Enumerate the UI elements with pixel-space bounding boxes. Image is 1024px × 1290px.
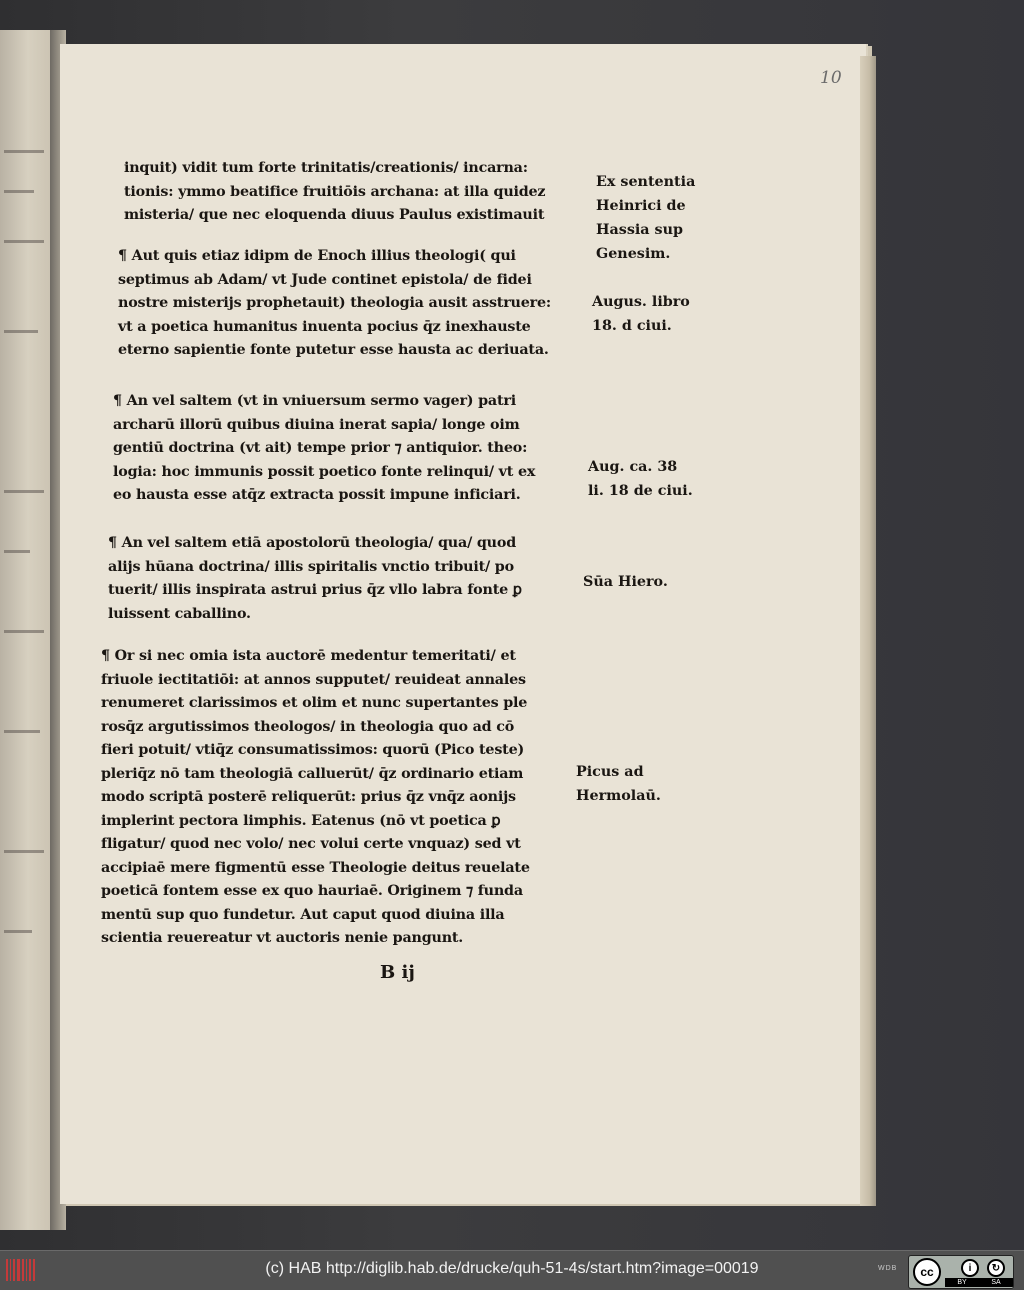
attribution-icon: i [961, 1259, 979, 1277]
text-line: mentū sup quo fundetur. Aut caput quod diuina illa [101, 906, 505, 923]
text-line: eo hausta esse atq̄z extracta possit impune inficiari. [113, 487, 521, 503]
note-line: li. 18 de ciui. [588, 483, 693, 499]
folio-number: 10 [820, 68, 842, 88]
license-labels [945, 1278, 1013, 1287]
paragraph-4 [108, 532, 522, 626]
text-line: archarū illorū quibus diuina inerat sapia/ longe oim [113, 416, 520, 433]
text-line: tuerit/ illis inspirata astrui prius q̄z vllo labra fonte ꝑ [108, 582, 522, 598]
copyright-link[interactable]: (c) HAB http://diglib.hab.de/drucke/quh-51-4s/start.htm?image=00019 [265, 1260, 759, 1277]
paragraph-5 [101, 645, 530, 951]
page-stack-edge [860, 56, 876, 1206]
facing-page-edge [0, 30, 56, 1230]
text-line: ¶ Or si nec omia ista auctorē medentur temeritati/ et [101, 648, 516, 664]
note-line: 18. d ciui. [592, 318, 672, 334]
paragraph-2 [118, 245, 551, 363]
signature-mark: B ij [380, 962, 415, 983]
wdb-logo: WDB [878, 1265, 898, 1272]
text-line: tionis: ymmo beatifice fruitiōis archana: at illa quidez [124, 183, 546, 200]
text-line: ¶ An vel saltem (vt in vniuersum sermo vager) patri [113, 393, 516, 409]
text-line: alijs hūana doctrina/ illis spiritalis vnctio tribuit/ po [108, 558, 514, 575]
footer-bar [0, 1250, 1024, 1290]
text-line: misteria/ que nec eloquenda diuus Paulus existimauit [124, 207, 545, 223]
share-alike-icon: ↻ [987, 1259, 1005, 1277]
marginal-note [592, 290, 690, 338]
marginal-note [588, 455, 693, 503]
text-line: gentiū doctrina (vt ait) tempe prior ⁊ antiquior. theo: [113, 440, 528, 456]
marginal-note [576, 760, 661, 808]
note-line: Augus. libro [592, 294, 690, 310]
text-line: fieri potuit/ vtiq̄z consumatissimos: quorū (Pico teste) [101, 742, 525, 758]
paragraph-1 [124, 157, 545, 228]
text-line: rosq̄z argutissimos theologos/ in theologia quo ad cō [101, 718, 515, 735]
text-line: ¶ Aut quis etiaz idipm de Enoch illius theologi( qui [118, 248, 516, 264]
text-line: scientia reuereatur vt auctoris nenie pangunt. [101, 930, 464, 946]
text-line: vt a poetica humanitus inuenta pocius q̄z inexhauste [118, 318, 531, 335]
note-line: Hassia sup [596, 222, 683, 238]
text-line: septimus ab Adam/ vt Jude continet epistola/ de fidei [118, 271, 532, 288]
text-line: eterno sapientie fonte putetur esse hausta ac deriuata. [118, 342, 549, 358]
paragraph-3 [113, 390, 535, 508]
text-line: accipiaē mere figmentū esse Theologie deitus reuelate [101, 859, 530, 876]
note-line: Heinrici de [596, 198, 686, 214]
text-line: implerint pectora limphis. Eatenus (nō vt poetica ꝑ [101, 812, 501, 829]
cc-license-badge[interactable] [908, 1255, 1014, 1289]
note-line: Aug. ca. 38 [588, 459, 678, 475]
note-line: Ex sententia [596, 174, 696, 190]
text-line: renumeret clarissimos et olim et nunc supertantes ple [101, 695, 528, 711]
text-line: poeticā fontem esse ex quo hauriaē. Originem ⁊ funda [101, 883, 523, 899]
sa-label: SA [991, 1279, 1001, 1286]
marginal-note [596, 170, 695, 266]
text-line: logia: hoc immunis possit poetico fonte relinqui/ vt ex [113, 463, 536, 480]
note-line: Picus ad [576, 764, 644, 780]
cc-icon: cc [913, 1258, 941, 1286]
text-line: luissent caballino. [108, 605, 251, 622]
marginal-note [583, 570, 668, 594]
note-line: Hermolaū. [576, 788, 661, 804]
text-line: modo scriptā posterē reliquerūt: prius q̄z vnq̄z aonijs [101, 789, 516, 805]
text-line: friuole iectitatiōi: at annos supputet/ reuideat annales [101, 671, 526, 688]
by-label: BY [957, 1279, 967, 1286]
text-line: inquit) vidit tum forte trinitatis/creationis/ incarna: [124, 160, 528, 176]
text-line: ¶ An vel saltem etiā apostolorū theologia/ qua/ quod [108, 535, 516, 551]
note-line: Sūa Hiero. [583, 574, 668, 590]
text-line: pleriq̄z nō tam theologiā calluerūt/ q̄z ordinario etiam [101, 765, 524, 782]
note-line: Genesim. [596, 246, 671, 262]
text-line: fligatur/ quod nec volo/ nec volui certe vnquaz) sed vt [101, 836, 521, 852]
text-line: nostre misterijs prophetauit) theologia ausit asstruere: [118, 295, 551, 311]
